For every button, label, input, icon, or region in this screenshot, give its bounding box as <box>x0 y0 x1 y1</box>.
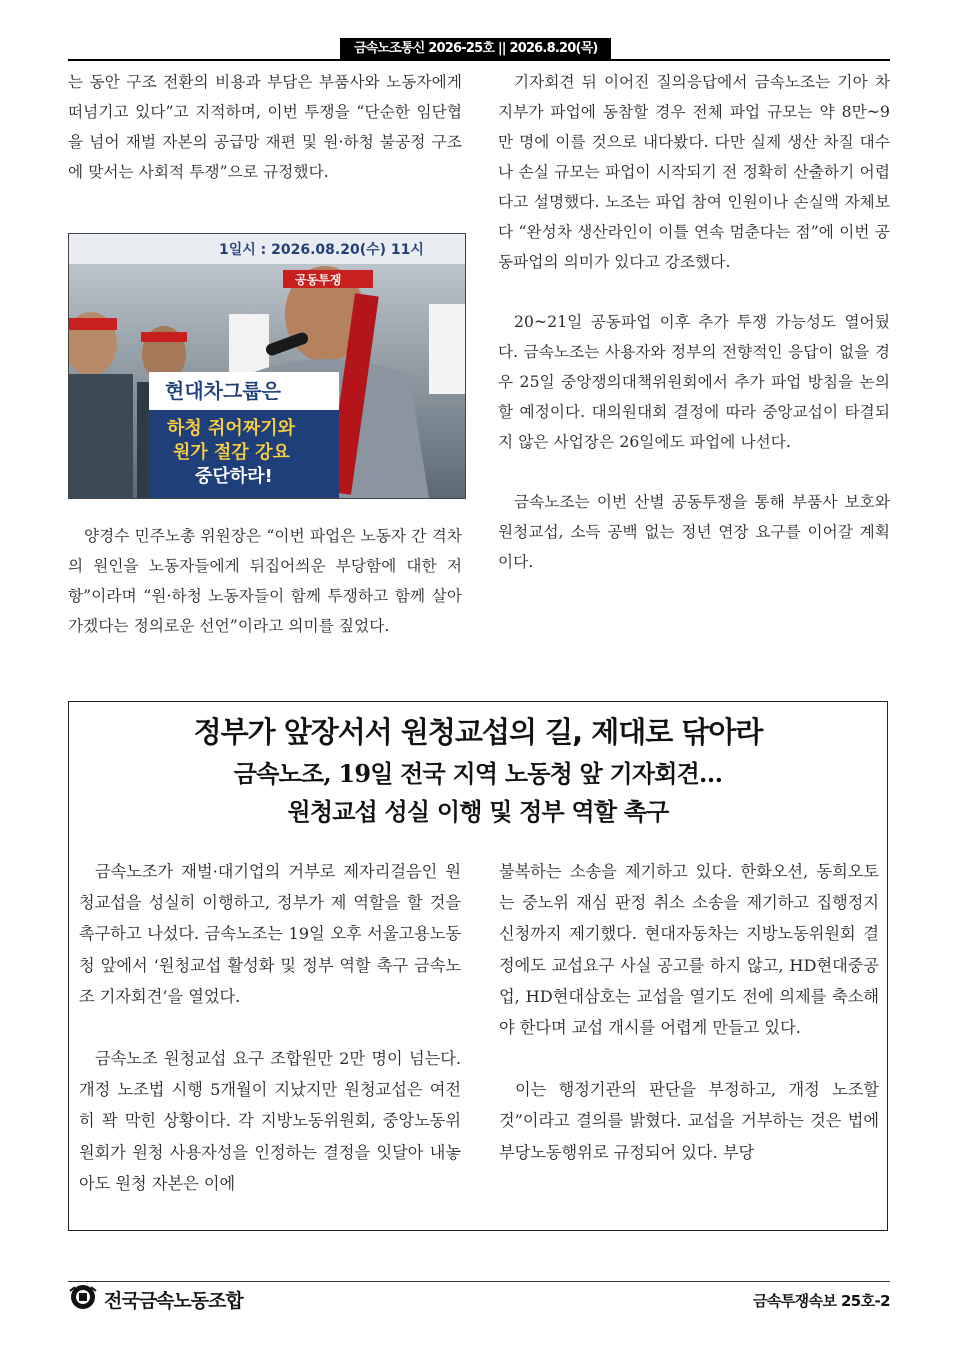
boxed-article <box>68 701 888 1231</box>
org-name: 전국금속노동조합 <box>104 1289 243 1312</box>
sign-line4: 중단하라! <box>195 466 273 487</box>
paragraph: 이는 행정기관의 판단을 부정하고, 개정 노조할 것”이라고 결의를 밝혔다. 교섭을 거부하는 것은 법에 부당노동행위로 규정되어 있다. 부당 <box>499 1080 879 1162</box>
article-subtitle: 금속노조, 19일 전국 지역 노동청 앞 기자회견… <box>233 759 723 788</box>
paragraph: 금속노조가 재벌·대기업의 거부로 제자리걸음인 원청교섭을 성실히 이행하고, 정부가 제 역할을 할 것을 촉구하고 나섰다. 금속노조는 19일 오후 서울고용노동청 앞에서 ‘원청교섭 활성화 및 정부 역할 촉구 금속노조 기자회견’을 열었다. <box>79 862 461 1006</box>
article-title: 정부가 앞장서서 원청교섭의 길, 제대로 닦아라 <box>193 715 763 749</box>
paragraph: 불복하는 소송을 제기하고 있다. 한화오션, 동희오토는 중노위 재심 판정 취소 소송을 제기하고 집행정지 신청까지 제기했다. 현대자동차는 지방노동위원회 결정에도 교섭요구 사실 공고를 하지 않고, HD현대중공업, HD현대삼호는 교섭을 열기도 전에 의제를 축소해야 한다며 교섭 개시를 어렵게 만들고 있다. <box>499 862 879 1038</box>
paragraph: 금속노조 원청교섭 요구 조합원만 2만 명이 넘는다. 개정 노조법 시행 5개월이 지났지만 원청교섭은 여전히 꽉 막힌 상황이다. 각 지방노동위원회, 중앙노동위원회가 원청 사용자성을 인정하는 결정을 잇달아 내놓아도 원청 자본은 이에 <box>79 1049 461 1193</box>
issue-header: 금속노조통신 2026-25호 || 2026.8.20(목) <box>340 38 611 60</box>
press-conference-photo <box>68 233 466 499</box>
union-logo-icon <box>68 1283 98 1315</box>
article-left-column <box>79 856 461 1199</box>
sign-line1: 현대차그룹은 <box>165 379 281 403</box>
paragraph: 20~21일 공동파업 이후 추가 투쟁 가능성도 열어뒀다. 금속노조는 사용자와 정부의 전향적인 응답이 없을 경우 25일 중앙쟁의대책위원회에서 추가 파업 방침을 논의할 예정이다. 대의원대회 결정에 따라 중앙교섭이 타결되지 않은 사업장은 26일에도 파업에 나선다. <box>498 313 890 451</box>
paragraph: 기자회견 뒤 이어진 질의응답에서 금속노조는 기아 차지부가 파업에 동참할 경우 전체 파업 규모는 약 8만~9만 명에 이를 것으로 내다봤다. 다만 실제 생산 차질 대수나 손실 규모는 파업이 시작되기 전 정확히 산출하기 어렵다고 설명했다. 노조는 파업 참여 인원이나 손실액 자체보다 “완성차 생산라인이 이틀 연속 멈춘다는 점”에 이번 공동파업의 의미가 있다고 강조했다. <box>498 73 890 271</box>
top-left-column-lower <box>68 521 462 641</box>
top-right-column <box>498 67 890 577</box>
paragraph: 는 동안 구조 전환의 비용과 부담은 부품사와 노동자에게 떠넘기고 있다”고 지적하며, 이번 투쟁을 “단순한 임단협을 넘어 재벌 자본의 공급망 재편 및 원·하청 불공정 구조에 맞서는 사회적 투쟁”으로 규정했다. <box>68 73 462 181</box>
footer-rule <box>68 1281 890 1282</box>
paragraph: 양경수 민주노총 위원장은 “이번 파업은 노동자 간 격차의 원인을 노동자들에게 뒤집어씌운 부당함에 대한 저항”이라며 “원·하청 노동자들이 함께 투쟁하고 함께 살아가겠다는 정의로운 선언”이라고 의미를 짚었다. <box>68 527 462 635</box>
page-label: 금속투쟁속보 25호-2 <box>753 1292 890 1310</box>
article-right-column <box>499 856 879 1168</box>
paragraph: 금속노조는 이번 산별 공동투쟁을 통해 부품사 보호와 원청교섭, 소득 공백 없는 정년 연장 요구를 이어갈 계획이다. <box>498 493 890 571</box>
footer-org <box>68 1284 243 1314</box>
sign-line2: 하청 쥐어짜기와 <box>167 418 295 439</box>
top-left-column <box>68 67 462 187</box>
headband-text: 공동투쟁 <box>295 273 342 287</box>
article-subtitle: 원청교섭 성실 이행 및 정부 역할 촉구 <box>287 797 669 826</box>
banner-text: 1일시 : 2026.08.20(수) 11시 <box>219 242 424 258</box>
photo-illustration <box>69 234 465 498</box>
sign-line3: 원가 절감 강요 <box>173 442 290 463</box>
header-rule <box>68 59 890 61</box>
